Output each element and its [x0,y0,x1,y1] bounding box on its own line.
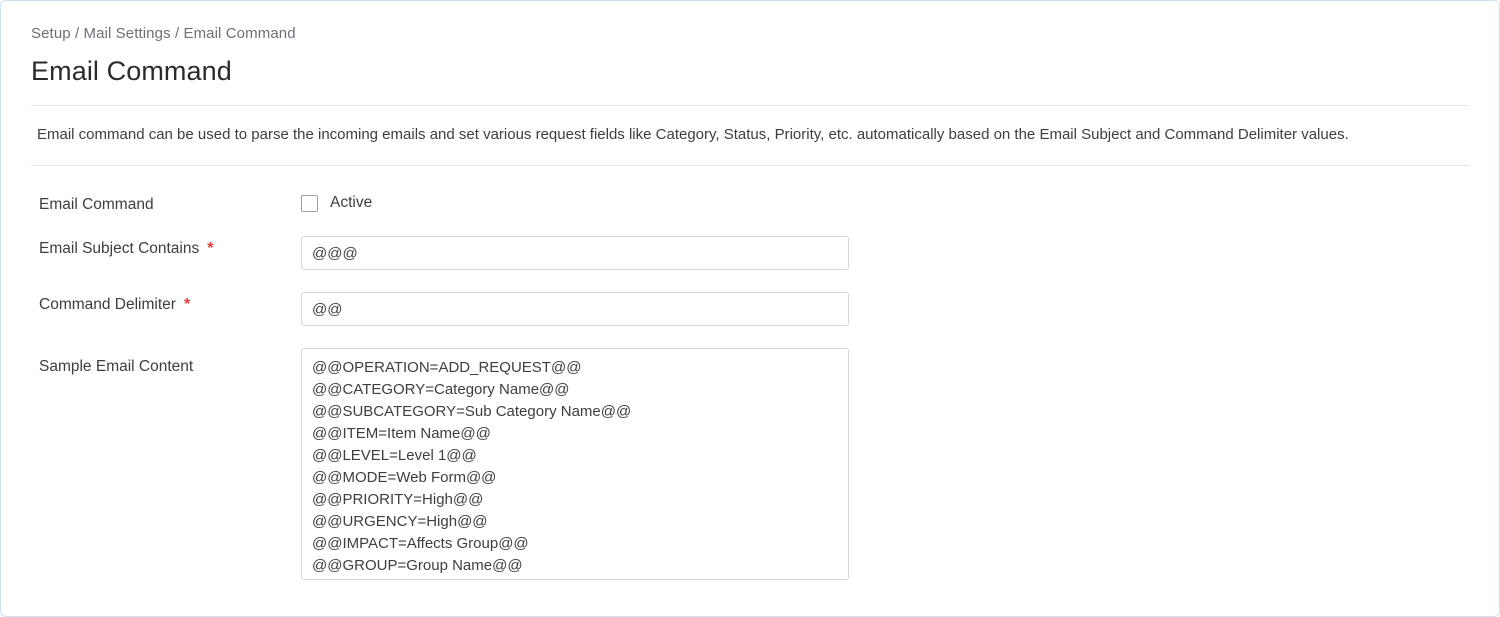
breadcrumb: Setup / Mail Settings / Email Command [31,25,296,42]
label-command-delimiter [31,292,301,314]
field-email-command-active [301,192,1469,212]
sample-email-content-textarea[interactable] [301,348,849,580]
label-command-delimiter-text: Command Delimiter [39,296,176,313]
email-command-form [31,166,1469,585]
field-command-delimiter [301,292,1469,326]
page-content [1,1,1499,585]
field-email-subject-contains [301,236,1469,270]
row-sample-email-content [31,348,1469,585]
command-delimiter-input[interactable] [301,292,849,326]
label-email-command: Email Command [39,196,154,213]
active-checkbox-wrap[interactable] [301,192,1469,212]
page-description: Email command can be used to parse the incoming emails and set various request fields like Category, Status, Priority, etc. automatically based on the Email Subject and Command Delimiter values. [37,126,1349,143]
row-email-subject-contains [31,236,1469,270]
email-subject-contains-input[interactable] [301,236,849,270]
active-checkbox[interactable] [301,195,318,212]
label-email-subject-contains [31,236,301,258]
label-email-subject-contains-text: Email Subject Contains [39,240,200,257]
field-sample-email-content [301,348,1469,585]
page-title: Email Command [31,56,232,86]
row-email-command [31,192,1469,214]
label-sample-email-content: Sample Email Content [39,358,194,375]
required-indicator-email-subject: * [207,240,214,257]
active-checkbox-label: Active [330,194,373,211]
required-indicator-command-delimiter: * [183,296,191,313]
row-command-delimiter [31,292,1469,326]
